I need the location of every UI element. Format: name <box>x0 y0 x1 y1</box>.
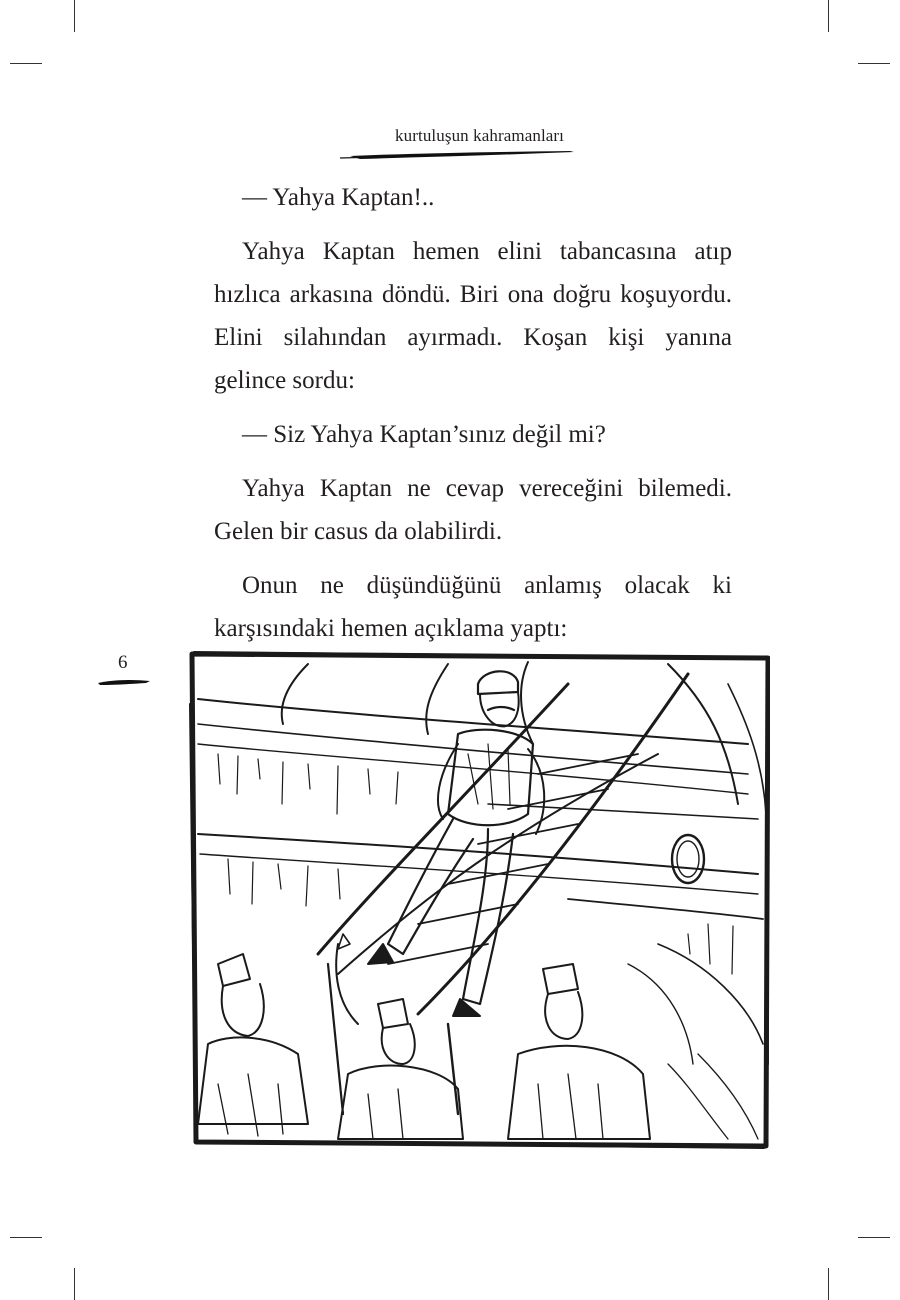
page-number: 6 <box>118 652 128 673</box>
illustration-ship-boarding <box>188 644 770 1150</box>
crop-mark <box>828 0 829 32</box>
crop-mark <box>10 63 42 64</box>
paragraph: — Yahya Kaptan!.. <box>242 184 435 211</box>
paragraph: — Siz Yahya Kaptan’sınız değil mi? <box>242 421 606 448</box>
crop-mark <box>828 1268 829 1300</box>
paragraph: Yahya Kaptan ne cevap vereceğini bilemedi. Gelen bir casus da olabilirdi. <box>214 475 732 545</box>
paragraph: Yahya Kaptan hemen elini tabancasına atıp hızlıca arkasına döndü. Biri ona doğru koşuyordu. Elini silahından ayırmadı. Koşan kişi yanına gelince sordu: <box>214 238 732 394</box>
crop-mark <box>74 1268 75 1300</box>
brush-stroke-folio <box>96 676 152 688</box>
crop-mark <box>74 0 75 32</box>
running-header-title: kurtuluşun kahramanları <box>395 126 564 145</box>
brush-stroke-underline <box>300 146 580 162</box>
paragraph: Onun ne düşündüğünü anlamış olacak ki karşısındaki hemen açıklama yaptı: <box>214 572 732 642</box>
crop-mark <box>10 1237 42 1238</box>
crop-mark <box>858 63 890 64</box>
body-text <box>214 176 732 661</box>
crop-mark <box>858 1237 890 1238</box>
